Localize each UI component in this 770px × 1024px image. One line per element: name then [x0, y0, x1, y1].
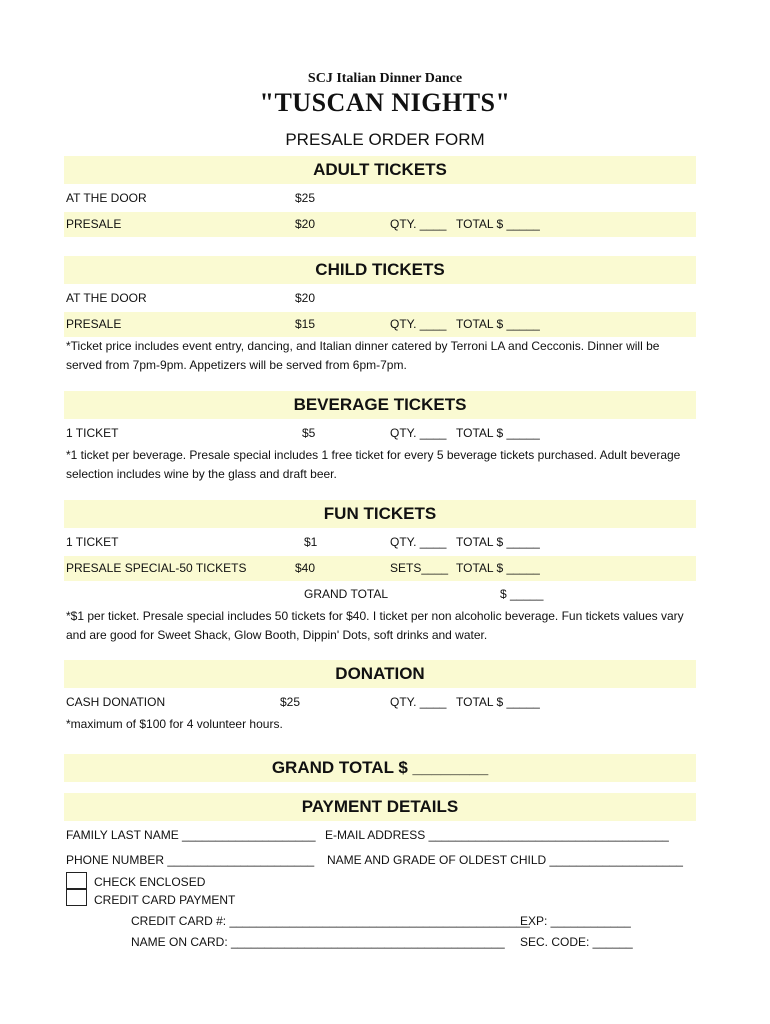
grand-total-field[interactable]: GRAND TOTAL $ ________: [64, 754, 696, 782]
expiry-field[interactable]: EXP: ____________: [520, 914, 631, 928]
fun-grand-total-row: [0, 584, 770, 604]
family-last-name-field[interactable]: FAMILY LAST NAME ____________________: [66, 828, 316, 842]
row-label: PRESALE: [66, 217, 122, 231]
qty-field[interactable]: QTY. ____: [390, 317, 447, 331]
event-name: SCJ Italian Dinner Dance: [307, 71, 463, 86]
row-price: $15: [295, 317, 316, 331]
phone-number-field[interactable]: PHONE NUMBER ______________________: [66, 853, 315, 867]
fun-note: *$1 per ticket. Presale special includes 50 tickets for $40. I ticket per non alcoholic beverage. Fun tickets values vary and are good for Sweet Shack, Glow Booth, Dippin' Dots, soft drinks and water.: [66, 609, 684, 642]
event-title: "TUSCAN NIGHTS": [259, 88, 511, 117]
check-enclosed-label: CHECK ENCLOSED: [94, 875, 206, 889]
row-label: 1 TICKET: [66, 535, 119, 549]
qty-field[interactable]: QTY. ____: [390, 535, 447, 549]
total-field[interactable]: TOTAL $ _____: [456, 695, 540, 709]
child-presale-row: [0, 314, 770, 334]
beverage-tickets-heading: BEVERAGE TICKETS: [64, 391, 696, 419]
form-title: PRESALE ORDER FORM: [285, 130, 485, 149]
child-tickets-heading: CHILD TICKETS: [64, 256, 696, 284]
fun-grand-total-field[interactable]: $ _____: [500, 587, 544, 601]
row-label: AT THE DOOR: [66, 291, 147, 305]
oldest-child-field[interactable]: NAME AND GRADE OF OLDEST CHILD ____________________: [327, 853, 683, 867]
row-label: PRESALE SPECIAL-50 TICKETS: [66, 561, 247, 575]
row-label: CASH DONATION: [66, 695, 166, 709]
qty-field[interactable]: QTY. ____: [390, 695, 447, 709]
row-label: 1 TICKET: [66, 426, 119, 440]
payment-details-heading: PAYMENT DETAILS: [64, 793, 696, 821]
row-label: PRESALE: [66, 317, 122, 331]
name-on-card-field[interactable]: NAME ON CARD: _________________________________________: [131, 935, 505, 949]
qty-field[interactable]: QTY. ____: [390, 426, 447, 440]
email-field[interactable]: E-MAIL ADDRESS ____________________________________: [325, 828, 669, 842]
child-door-row: [0, 288, 770, 308]
adult-tickets-heading: ADULT TICKETS: [64, 156, 696, 184]
adult-door-row: [0, 188, 770, 208]
donation-row: [0, 692, 770, 712]
sets-field[interactable]: SETS____: [390, 561, 449, 575]
row-price: $25: [280, 695, 301, 709]
row-price: $25: [295, 191, 316, 205]
adult-presale-row: [0, 214, 770, 234]
security-code-field[interactable]: SEC. CODE: ______: [520, 935, 633, 949]
fun-tickets-heading: FUN TICKETS: [64, 500, 696, 528]
beverage-row: [0, 423, 770, 443]
check-enclosed-checkbox[interactable]: [66, 872, 87, 889]
fun-special-row: [0, 558, 770, 578]
row-label: AT THE DOOR: [66, 191, 147, 205]
total-field[interactable]: TOTAL $ _____: [456, 426, 540, 440]
child-note: *Ticket price includes event entry, dancing, and Italian dinner catered by Terroni LA and Cecconis. Dinner will be served from 7pm-9pm. Appetizers will be served from 6pm-7pm.: [66, 339, 660, 372]
beverage-note: *1 ticket per beverage. Presale special includes 1 free ticket for every 5 beverage tickets purchased. Adult beverage selection includes wine by the glass and draft beer.: [66, 448, 681, 481]
row-price: $20: [295, 291, 316, 305]
row-price: $20: [295, 217, 316, 231]
credit-card-number-field[interactable]: CREDIT CARD #: _____________________________________________: [131, 914, 530, 928]
donation-heading: DONATION: [64, 660, 696, 688]
fun-single-row: [0, 532, 770, 552]
fun-grand-total-label: GRAND TOTAL: [304, 587, 389, 601]
total-field[interactable]: TOTAL $ _____: [456, 535, 540, 549]
row-price: $40: [295, 561, 316, 575]
total-field[interactable]: TOTAL $ _____: [456, 217, 540, 231]
credit-card-checkbox[interactable]: [66, 889, 87, 906]
credit-card-label: CREDIT CARD PAYMENT: [94, 893, 236, 907]
total-field[interactable]: TOTAL $ _____: [456, 317, 540, 331]
qty-field[interactable]: QTY. ____: [390, 217, 447, 231]
donation-note: *maximum of $100 for 4 volunteer hours.: [66, 717, 283, 731]
total-field[interactable]: TOTAL $ _____: [456, 561, 540, 575]
row-price: $1: [304, 535, 318, 549]
row-price: $5: [302, 426, 316, 440]
